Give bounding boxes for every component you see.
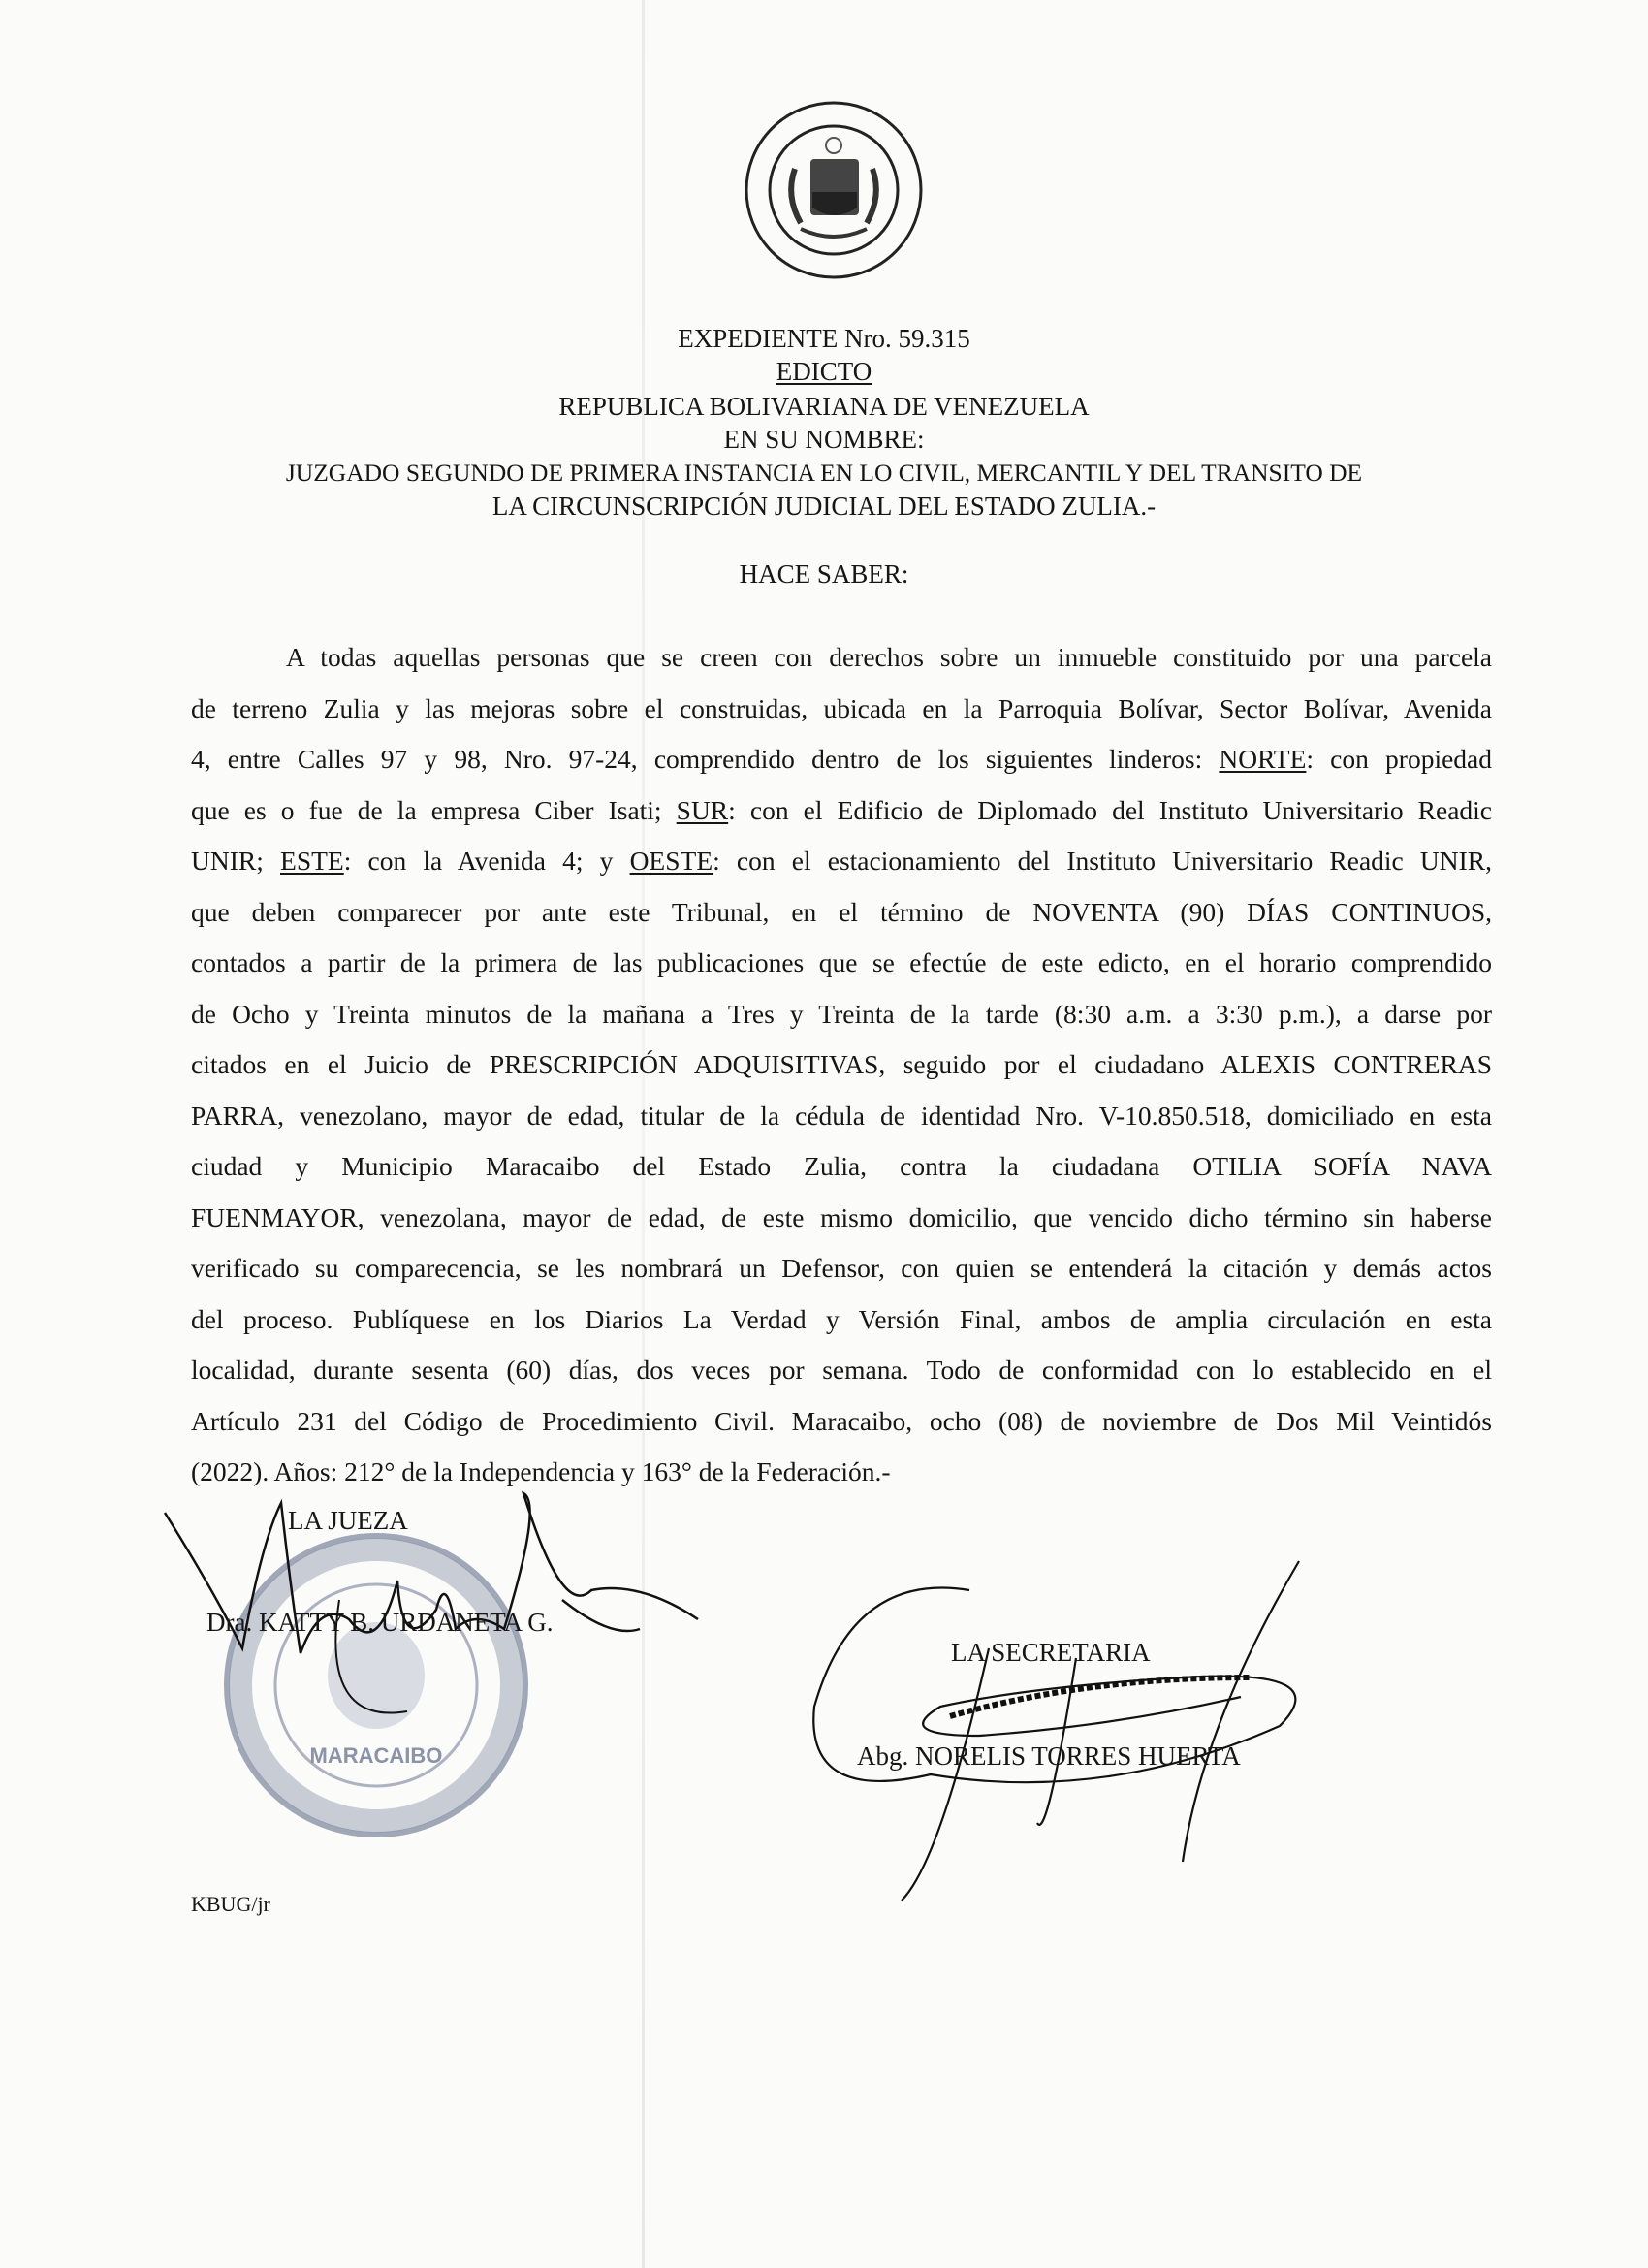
body-line: [191, 1201, 1492, 1234]
body-line: [191, 1252, 1492, 1285]
body-text-segment: A todas aquellas personas que se creen con derechos sobre un inmueble constituido por una parcela: [286, 642, 1492, 672]
body-line: [191, 1150, 1492, 1183]
body-text-segment: verificado su comparecencia, se les nombrará un Defensor, con quien se entenderá la citación y demás actos: [191, 1253, 1492, 1283]
body-line: [191, 845, 1492, 878]
hace-saber-heading: HACE SABER:: [739, 559, 909, 589]
body-line: [191, 896, 1492, 929]
boundary-label: OESTE: [629, 846, 713, 876]
body-line: [191, 946, 1492, 979]
body-line: [191, 998, 1492, 1031]
body-text-segment: ciudad y Municipio Maracaibo del Estado Zulia, contra la ciudadana OTILIA SOFÍA NAVA: [191, 1151, 1492, 1181]
edicto-title: [0, 355, 1648, 388]
body-line: [286, 641, 1492, 674]
secretary-name: Abg. NORELIS TORRES HUERTA: [857, 1741, 1241, 1771]
juzgado-heading-line2: LA CIRCUNSCRIPCIÓN JUDICIAL DEL ESTADO ZULIA.-: [491, 492, 1157, 521]
body-text-segment: contados a partir de la primera de las publicaciones que se efectúe de este edicto, en el horario comprendido: [191, 947, 1492, 977]
venezuela-coat-of-arms-seal: [743, 99, 925, 281]
body-line: [191, 692, 1492, 725]
edicto-label: EDICTO: [776, 357, 872, 386]
body-text-segment: : con el estacionamiento del Instituto Universitario Readic UNIR,: [713, 846, 1493, 876]
body-line: [191, 1354, 1492, 1387]
boundary-label: SUR: [676, 794, 729, 825]
body-text-segment: 4, entre Calles 97 y 98, Nro. 97-24, comprendido dentro de los siguientes linderos:: [191, 744, 1220, 774]
body-text-segment: de terreno Zulia y las mejoras sobre el construidas, ubicada en la Parroquia Bolívar, Sector Bolívar, Avenida: [191, 692, 1492, 723]
body-text-segment: : con la Avenida 4; y: [343, 846, 630, 876]
expediente-number: EXPEDIENTE Nro. 59.315: [678, 324, 970, 353]
body-text-segment: del proceso. Publíquese en los Diarios La Verdad y Versión Final, ambos de amplia circulación en esta: [191, 1303, 1492, 1334]
body-text-segment: localidad, durante sesenta (60) días, dos veces por semana. Todo de conformidad con lo establecido en el: [191, 1355, 1492, 1385]
secretary-title: LA SECRETARIA: [951, 1638, 1151, 1667]
body-line: [191, 794, 1492, 827]
en-su-nombre-heading: EN SU NOMBRE:: [723, 425, 925, 454]
republica-heading: REPUBLICA BOLIVARIANA DE VENEZUELA: [558, 392, 1090, 421]
secretary-signature: [795, 1551, 1338, 1901]
body-text-segment: : con propiedad: [1306, 744, 1492, 774]
body-line: [191, 743, 1492, 776]
juzgado-heading-line1: JUZGADO SEGUNDO DE PRIMERA INSTANCIA EN LO CIVIL, MERCANTIL Y DEL TRANSITO DE: [285, 459, 1363, 487]
body-text-segment: (2022). Años: 212° de la Independencia y 163° de la Federación.-: [191, 1456, 891, 1486]
typist-initials: KBUG/jr: [191, 1892, 270, 1916]
body-text-segment: : con el Edificio de Diplomado del Instituto Universitario Readic: [728, 794, 1493, 825]
body-text-segment: PARRA, venezolano, mayor de edad, titular de la cédula de identidad Nro. V-10.850.518, domiciliado en esta: [191, 1100, 1492, 1131]
body-text-segment: UNIR;: [191, 846, 281, 876]
body-text-segment: citados en el Juicio de PRESCRIPCIÓN ADQUISITIVAS, seguido por el ciudadano ALEXIS CONTRERAS: [191, 1049, 1492, 1079]
judge-title: LA JUEZA: [288, 1506, 408, 1535]
body-line: [191, 1048, 1492, 1081]
judge-name: Dra. KATTY B. URDANETA G.: [206, 1608, 554, 1637]
body-line: [191, 1405, 1492, 1438]
body-text-segment: Artículo 231 del Código de Procedimiento Civil. Maracaibo, ocho (08) de noviembre de Dos Mil Veintidós: [191, 1405, 1492, 1436]
body-text-segment: que deben comparecer por ante este Tribunal, en el término de NOVENTA (90) DÍAS CONTINUOS,: [191, 896, 1492, 927]
body-text-segment: de Ocho y Treinta minutos de la mañana a Tres y Treinta de la tarde (8:30 a.m. a 3:30 p.m.), a darse por: [191, 998, 1492, 1029]
boundary-label: NORTE: [1219, 744, 1307, 774]
body-line: [191, 1303, 1492, 1336]
body-text-segment: que es o fue de la empresa Ciber Isati;: [191, 794, 677, 825]
stamp-city: MARACAIBO: [309, 1743, 443, 1768]
body-text-segment: FUENMAYOR, venezolana, mayor de edad, de este mismo domicilio, que vencido dicho término sin haberse: [191, 1201, 1492, 1232]
body-line: [191, 1100, 1492, 1133]
boundary-label: ESTE: [280, 846, 344, 876]
